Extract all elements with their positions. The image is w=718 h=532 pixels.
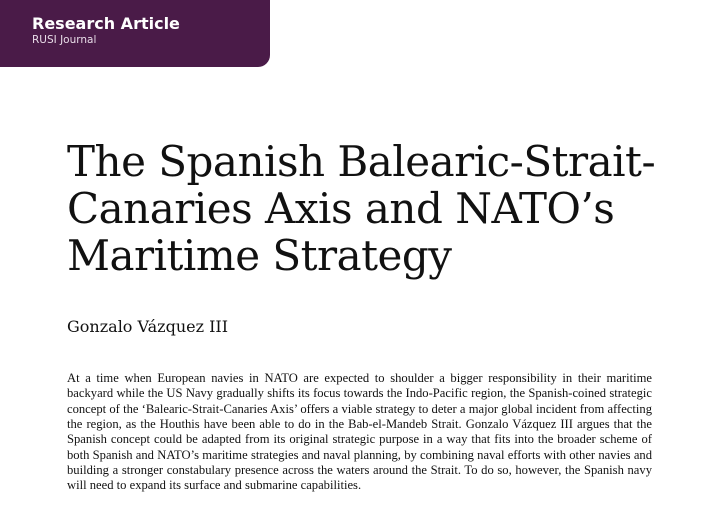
- journal-name: RUSI Journal: [32, 34, 97, 46]
- article-title: The Spanish Balearic-Strait-Canaries Axis and NATO’s Maritime Strategy: [67, 137, 656, 280]
- abstract: At a time when European navies in NATO are expected to shoulder a bigger responsibility in their maritime backyard while the US Navy gradually shifts its focus towards the Indo-Pacific region, the Spanish-coined strategic concept of the ‘Balearic-Strait-Canaries Axis’ offers a viable strategy to deter a major global incident from affecting the region, as the Houthis have been able to do in the Bab-el-Mandeb Strait. Gonzalo Vázquez III argues that the Spanish concept could be adapted from its original strategic purpose in a way that fits into the broader scheme of both Spanish and NATO’s maritime strategies and naval planning, by combining naval efforts with other navies and building a stronger constabulary presence across the waters around the Strait. To do so, however, the Spanish navy will need to expand its surface and submarine capabilities.: [67, 371, 652, 493]
- article-type-banner: [0, 0, 270, 67]
- article-type-label: Research Article: [32, 14, 180, 33]
- author-name: Gonzalo Vázquez III: [67, 317, 229, 336]
